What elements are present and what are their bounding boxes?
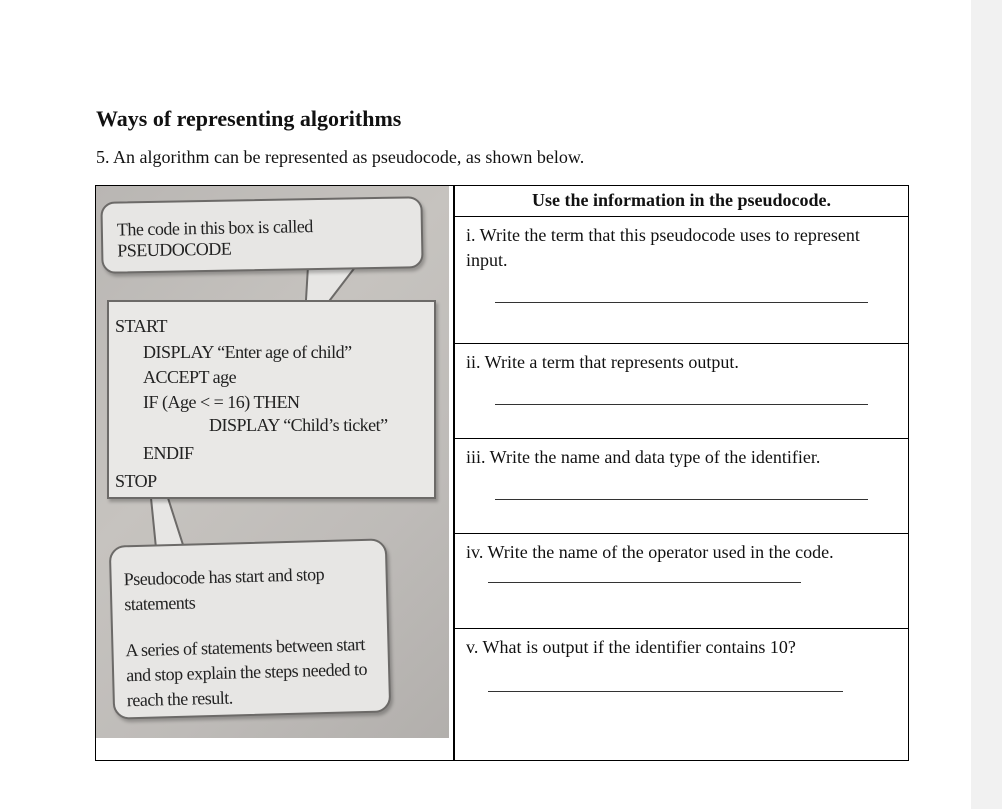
- code-display-ticket: DISPLAY “Child’s ticket”: [209, 415, 388, 435]
- callout-bubble-bottom: [109, 538, 391, 719]
- code-stop: STOP: [115, 471, 157, 491]
- question-cell-2: [455, 344, 908, 439]
- callout-text: The code in this box is called PSEUDOCODE: [116, 216, 313, 261]
- callout-bubble-top: [100, 196, 423, 274]
- question-text: iv. Write the name of the operator used in the code.: [466, 542, 834, 562]
- code-accept: ACCEPT age: [143, 367, 237, 387]
- question-cell-3: [455, 439, 908, 534]
- callout-start-stop: Pseudocode has start and stop statements: [123, 564, 325, 615]
- question-text: v. What is output if the identifier contains 10?: [466, 637, 796, 657]
- code-display-prompt: DISPLAY “Enter age of child”: [143, 342, 352, 362]
- question-cell-1: [455, 217, 908, 344]
- side-strip: [971, 0, 1002, 809]
- answer-line[interactable]: [488, 691, 843, 692]
- answer-line[interactable]: [495, 302, 868, 303]
- question-cell-5: [455, 629, 908, 759]
- table-header: Use the information in the pseudocode.: [455, 186, 908, 217]
- code-endif: ENDIF: [143, 443, 194, 463]
- question-text: iii. Write the name and data type of the identifier.: [466, 447, 821, 467]
- question-intro: 5. An algorithm can be represented as pseudocode, as shown below.: [96, 147, 585, 167]
- code-if: IF (Age < = 16) THEN: [143, 392, 300, 412]
- answer-line[interactable]: [488, 582, 801, 583]
- question-cell-4: [455, 534, 908, 629]
- question-text: ii. Write a term that represents output.: [466, 352, 739, 372]
- code-start: START: [115, 316, 167, 336]
- pseudocode-photo: [96, 186, 449, 738]
- question-table: [95, 185, 909, 761]
- question-text: i. Write the term that this pseudocode uses to represent input.: [466, 225, 860, 270]
- callout-series: A series of statements between start and stop explain the steps needed to reach the result.: [125, 634, 368, 711]
- page-heading: Ways of representing algorithms: [96, 106, 402, 131]
- answer-line[interactable]: [495, 499, 868, 500]
- pseudocode-box: [107, 300, 436, 499]
- answer-line[interactable]: [495, 404, 868, 405]
